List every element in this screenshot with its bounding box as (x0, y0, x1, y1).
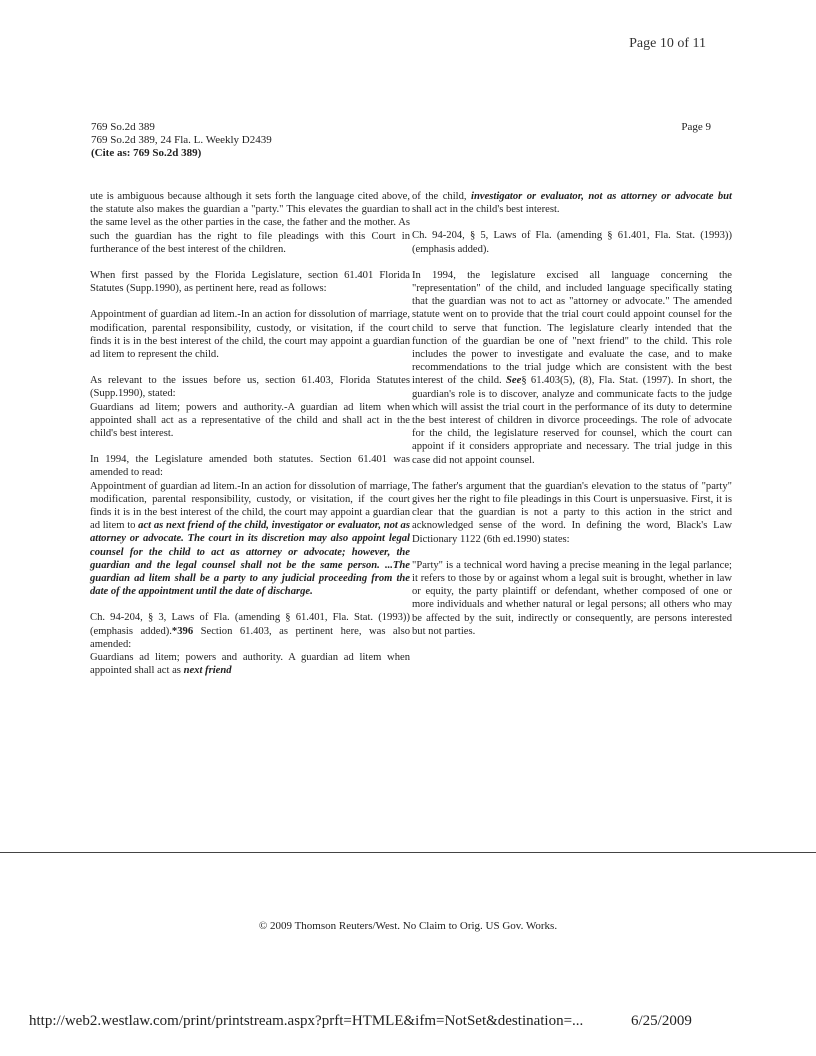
definition-quote: "Party" is a technical word having a precise meaning in the legal parlance; it refers to those by or against whom a legal suit is brought, whether in law or equity, the party plaintiff or defendant, whether composed of one or more individuals and whether natural or legal persons; all others who may be affected by the suit, indirectly or consequently, are persons interested but not parties. (412, 559, 732, 637)
paragraph: The father's argument that the guardian's elevation to the status of "party" gives her the right to file pleadings in this Court is unpersuasive. First, it is clear that the guardian is not a party to this action in the strict and acknowledged sense of the word. In defining the word, Black's Law Dictionary 1122 (6th ed.1990) states: (412, 480, 732, 545)
reporter-citation: 769 So.2d 389 (91, 121, 155, 133)
emphasized-text: investigator or evaluator, not as attorney or advocate but (471, 191, 733, 202)
paragraph: When first passed by the Florida Legislature, section 61.401 Florida Statutes (Supp.1990), as pertinent here, read as follows: (90, 270, 410, 295)
paragraph: Ch. 94-204, § 5, Laws of Fla. (amending § 61.401, Fla. Stat. (1993)) (emphasis added). (412, 230, 732, 255)
star-page: *396 (171, 625, 194, 637)
right-column (412, 190, 732, 651)
print-url: http://web2.westlaw.com/print/printstream.aspx?prft=HTMLE&ifm=NotSet&destination=... (29, 1013, 584, 1029)
paragraph: ute is ambiguous because although it sets forth the language cited above, the statute also makes the guardian a "party." This elevates the guardian to the same level as the other parties in the case, the father and the mother. As such the guardian has the right to file pleadings with this Court in furtherance of the best interest of the children. (90, 191, 410, 255)
paragraph (90, 611, 410, 651)
statute-quote (90, 480, 410, 599)
parallel-citation: 769 So.2d 389, 24 Fla. L. Weekly D2439 (91, 134, 272, 146)
page-counter: Page 10 of 11 (629, 36, 706, 51)
citation-text: Ch. 94-204, § 3, Laws of Fla. (amending § 61.401, Fla. Stat. (1993))(emphasis added). (90, 612, 410, 637)
quote-text: of the child, (412, 191, 472, 202)
body-text: § 61.403(5), (8), Fla. Stat. (1997). In short, the guardian's role is to discover, analyze and communicate facts to the judge which will assist the trial court in the performance of its duty to determine the best interest of children in divorce proceedings. The role of advocate for the child, the legislature reserved for counsel, which the court can appoint if it considers appropriate and necessary. The trial judge in this case did not appoint counsel. (412, 375, 733, 466)
quote-text: Guardians ad litem; powers and authority. A guardian ad litem when appointed shall act as (90, 652, 410, 677)
statute-quote: Appointment of guardian ad litem.-In an action for dissolution of marriage, modification, parental responsibility, custody, or visitation, if the court finds it is in the best interest of the child, the court may appoint a guardian ad litem to represent the child. (90, 309, 410, 361)
paragraph (412, 269, 732, 467)
statute-quote (90, 651, 410, 677)
signal-see: See (506, 375, 522, 387)
cite-as: (Cite as: 769 So.2d 389) (91, 147, 202, 159)
citation-text: Section 61.403, as pertinent here, was also amended: (90, 625, 410, 650)
body-text: In 1994, the legislature excised all language concerning the "representation" of the child, and included language specifically stating that the guardian was not to act as "attorney or advocate." The amended statute went on to provide that the trial court could appoint counsel for the child to serve that function. The legislature clearly intended that the function of the guardian be one of "next friend" to the child. This role includes the power to investigate and evaluate the case, and to make recommendations to the trial judge which are consistent with the best interest of the child. (412, 269, 732, 387)
emphasized-text: act as next friend of the child, investigator or evaluator, not as attorney or advocate. The court in its discretion may also appoint legal counsel for the child to act as attorney or advocate; however, the guardian and the legal counsel shall not be the same person. ...The guardian ad litem shall be a party to any judicial proceeding from the date of the appointment until the date of discharge. (90, 520, 410, 598)
document-page-label: Page 9 (681, 121, 711, 133)
divider (0, 852, 816, 853)
left-column (90, 190, 410, 691)
paragraph: In 1994, the Legislature amended both statutes. Section 61.401 was amended to read: (90, 454, 410, 479)
statute-quote: Guardians ad litem; powers and authority.-A guardian ad litem when appointed shall act as a representative of the child and shall act in the child's best interest. (90, 401, 410, 440)
emphasized-text: next friend (183, 665, 232, 677)
copyright-notice: © 2009 Thomson Reuters/West. No Claim to Orig. US Gov. Works. (258, 920, 558, 932)
document-header (91, 121, 711, 160)
print-date: 6/25/2009 (631, 1013, 692, 1029)
paragraph: As relevant to the issues before us, section 61.403, Florida Statutes (Supp.1990), stated: (90, 375, 410, 400)
statute-quote (412, 190, 732, 216)
quote-text: Appointment of guardian ad litem.-In an action for dissolution of marriage, modification, parental responsibility, custody, or visitation, if the court finds it is in the best interest of the child, the court may appoint a guardian ad litem to (90, 480, 410, 532)
quote-text: shall act in the child's best interest. (412, 204, 560, 216)
